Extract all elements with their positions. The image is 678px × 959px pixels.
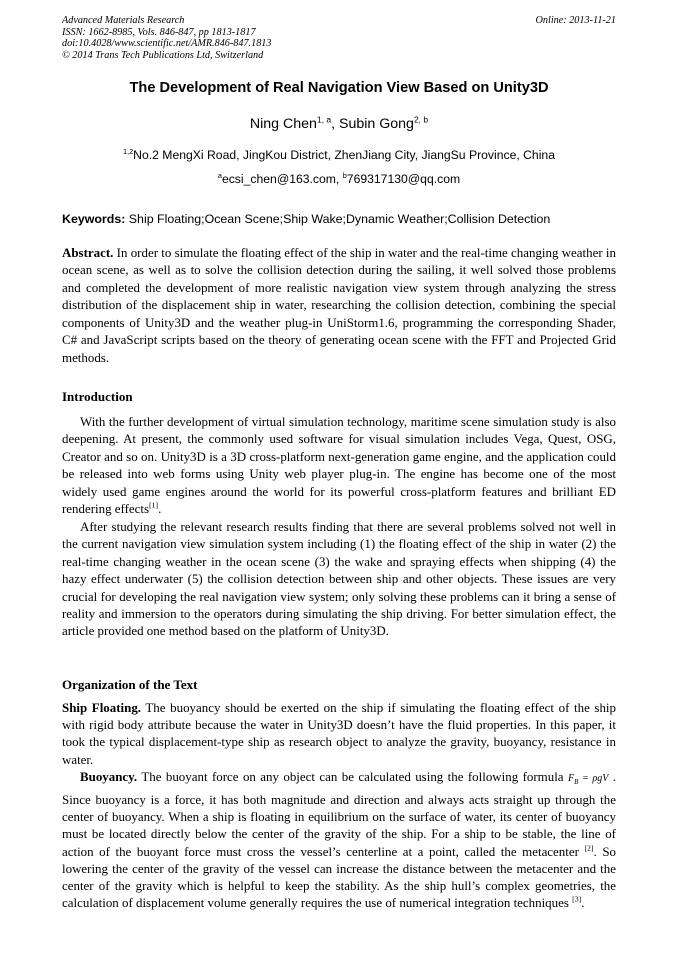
subheading-buoyancy: Buoyancy. <box>80 768 138 784</box>
citation: [2] <box>584 843 594 853</box>
section-heading-organization: Organization of the Text <box>62 677 198 692</box>
citation: [1] <box>149 500 159 510</box>
journal-copyright: © 2014 Trans Tech Publications Ltd, Switzerland <box>62 49 264 61</box>
author-name: Ning Chen <box>249 116 317 132</box>
email-b: 769317130@qq.com <box>346 172 461 186</box>
journal-doi: doi:10.4028/www.scientific.net/AMR.846-847.1813 <box>62 38 272 50</box>
keywords-text: Ship Floating;Ocean Scene;Ship Wake;Dynamic Weather;Collision Detection <box>128 212 551 226</box>
keywords-label: Keywords: <box>62 212 129 226</box>
affiliation <box>0 148 678 162</box>
paragraph <box>62 413 616 518</box>
email-mark: a <box>217 170 222 180</box>
paragraph: After studying the relevant research results finding that there are several problems solved not well in the current navigation view simulation system including (1) the floating effect of the ship in water (2) the real-time changing weather in the ocean scene (3) the wake and spraying effects when shipping (4) the hazy effect underwater (5) the collision detection between ship and other objects. These issues are very crucial for developing the real navigation view system; only solving these problems can it bring a sense of reality and immersion to the operators during simulating the ship driving. For better simulation effect, the article provided one method based on the platform of Unity3D. <box>62 518 616 639</box>
paper-title: The Development of Real Navigation View Based on Unity3D <box>129 80 549 96</box>
paragraph-text: With the further development of virtual simulation technology, maritime scene simulation study is also deepening. At present, the commonly used software for visual simulation includes Vega, Quest, OSG, Creator and so on. Unity3D is a 3D cross-platform next-generation game engine, and the application could be released into web forms using Unity web player plug-in. The engine has become one of the most widely used game engines around the world for its powerful cross-platform features and brilliant ED rendering effects <box>62 414 616 517</box>
author-separator: , <box>331 116 339 132</box>
paragraph-end: . <box>581 895 585 911</box>
affiliation-text: No.2 MengXi Road, JingKou District, ZhenJiang City, JiangSu Province, China <box>133 148 555 162</box>
keywords <box>62 212 616 226</box>
author-affil-mark: 1, a <box>316 114 332 125</box>
paragraph <box>62 768 616 912</box>
introduction-section <box>62 413 616 640</box>
paragraph <box>62 699 616 768</box>
author-name: Subin Gong <box>339 116 414 132</box>
organization-section <box>62 699 616 911</box>
journal-header <box>62 15 616 61</box>
buoyancy-formula: $F_B = \rho gV$ <box>567 772 609 786</box>
paragraph-text: . So lowering the center of the gravity of the vessel can increase the distance between the metacenter and the center of the gravity which is helpful to keep the stability. As the ship hull’s complex geometries, the calculation of displacement volume generally requires the use of numerical integration techniques <box>62 843 616 911</box>
journal-issn: ISSN: 1662-8985, Vols. 846-847, pp 1813-1817 <box>62 26 256 38</box>
affiliation-mark: 1,2 <box>123 146 134 156</box>
email-a: ecsi_chen@163.com, <box>221 172 343 186</box>
paragraph-end: . <box>158 501 162 517</box>
paragraph-text: The buoyancy should be exerted on the ship if simulating the floating effect of the ship with rigid body attribute because the water in Unity3D doesn’t have the fluid properties. In this paper, it took the typical displacement-type ship as research object to analyze the gravity, buoyancy, resistance in water. <box>62 700 616 767</box>
paragraph-text: The buoyant force on any object can be calculated using the following formula <box>137 768 568 784</box>
online-date: Online: 2013-11-21 <box>535 15 616 26</box>
section-heading-introduction: Introduction <box>62 389 133 404</box>
author-list <box>0 116 678 132</box>
author-affil-mark: 2, b <box>413 114 429 125</box>
abstract-label: Abstract. <box>62 245 114 260</box>
paragraph-text: . Since buoyancy is a force, it has both magnitude and direction and always acts straight up through the center of buoyancy. When a ship is floating in equilibrium on the surface of water, its center of buoyancy must be located directly below the center of the gravity of the ship. For a ship to be stable, the line of action of the buoyant force must cross the vessel’s centerline at a point, called the metacenter <box>62 768 617 859</box>
journal-name: Advanced Materials Research <box>62 15 185 26</box>
abstract <box>62 244 616 366</box>
author-emails <box>0 172 678 186</box>
citation: [3] <box>572 894 582 904</box>
abstract-text: In order to simulate the floating effect of the ship in water and the real-time changing weather in ocean scene, as well as to solve the collision detection during the sailing, it well solved those problems and completed the development of more realistic navigation view system through analyzing the stress distribution of the displacement ship in water, researching the collision detection, combining the special components of Unity3D and the weather plug-in UniStorm1.6, programming the corresponding Shader, C# and JavaScript scripts based on the theory of generating ocean scene with the FFT and Projected Grid methods. <box>62 245 616 365</box>
email-mark: b <box>342 170 347 180</box>
subheading-ship-floating: Ship Floating. <box>62 700 142 715</box>
